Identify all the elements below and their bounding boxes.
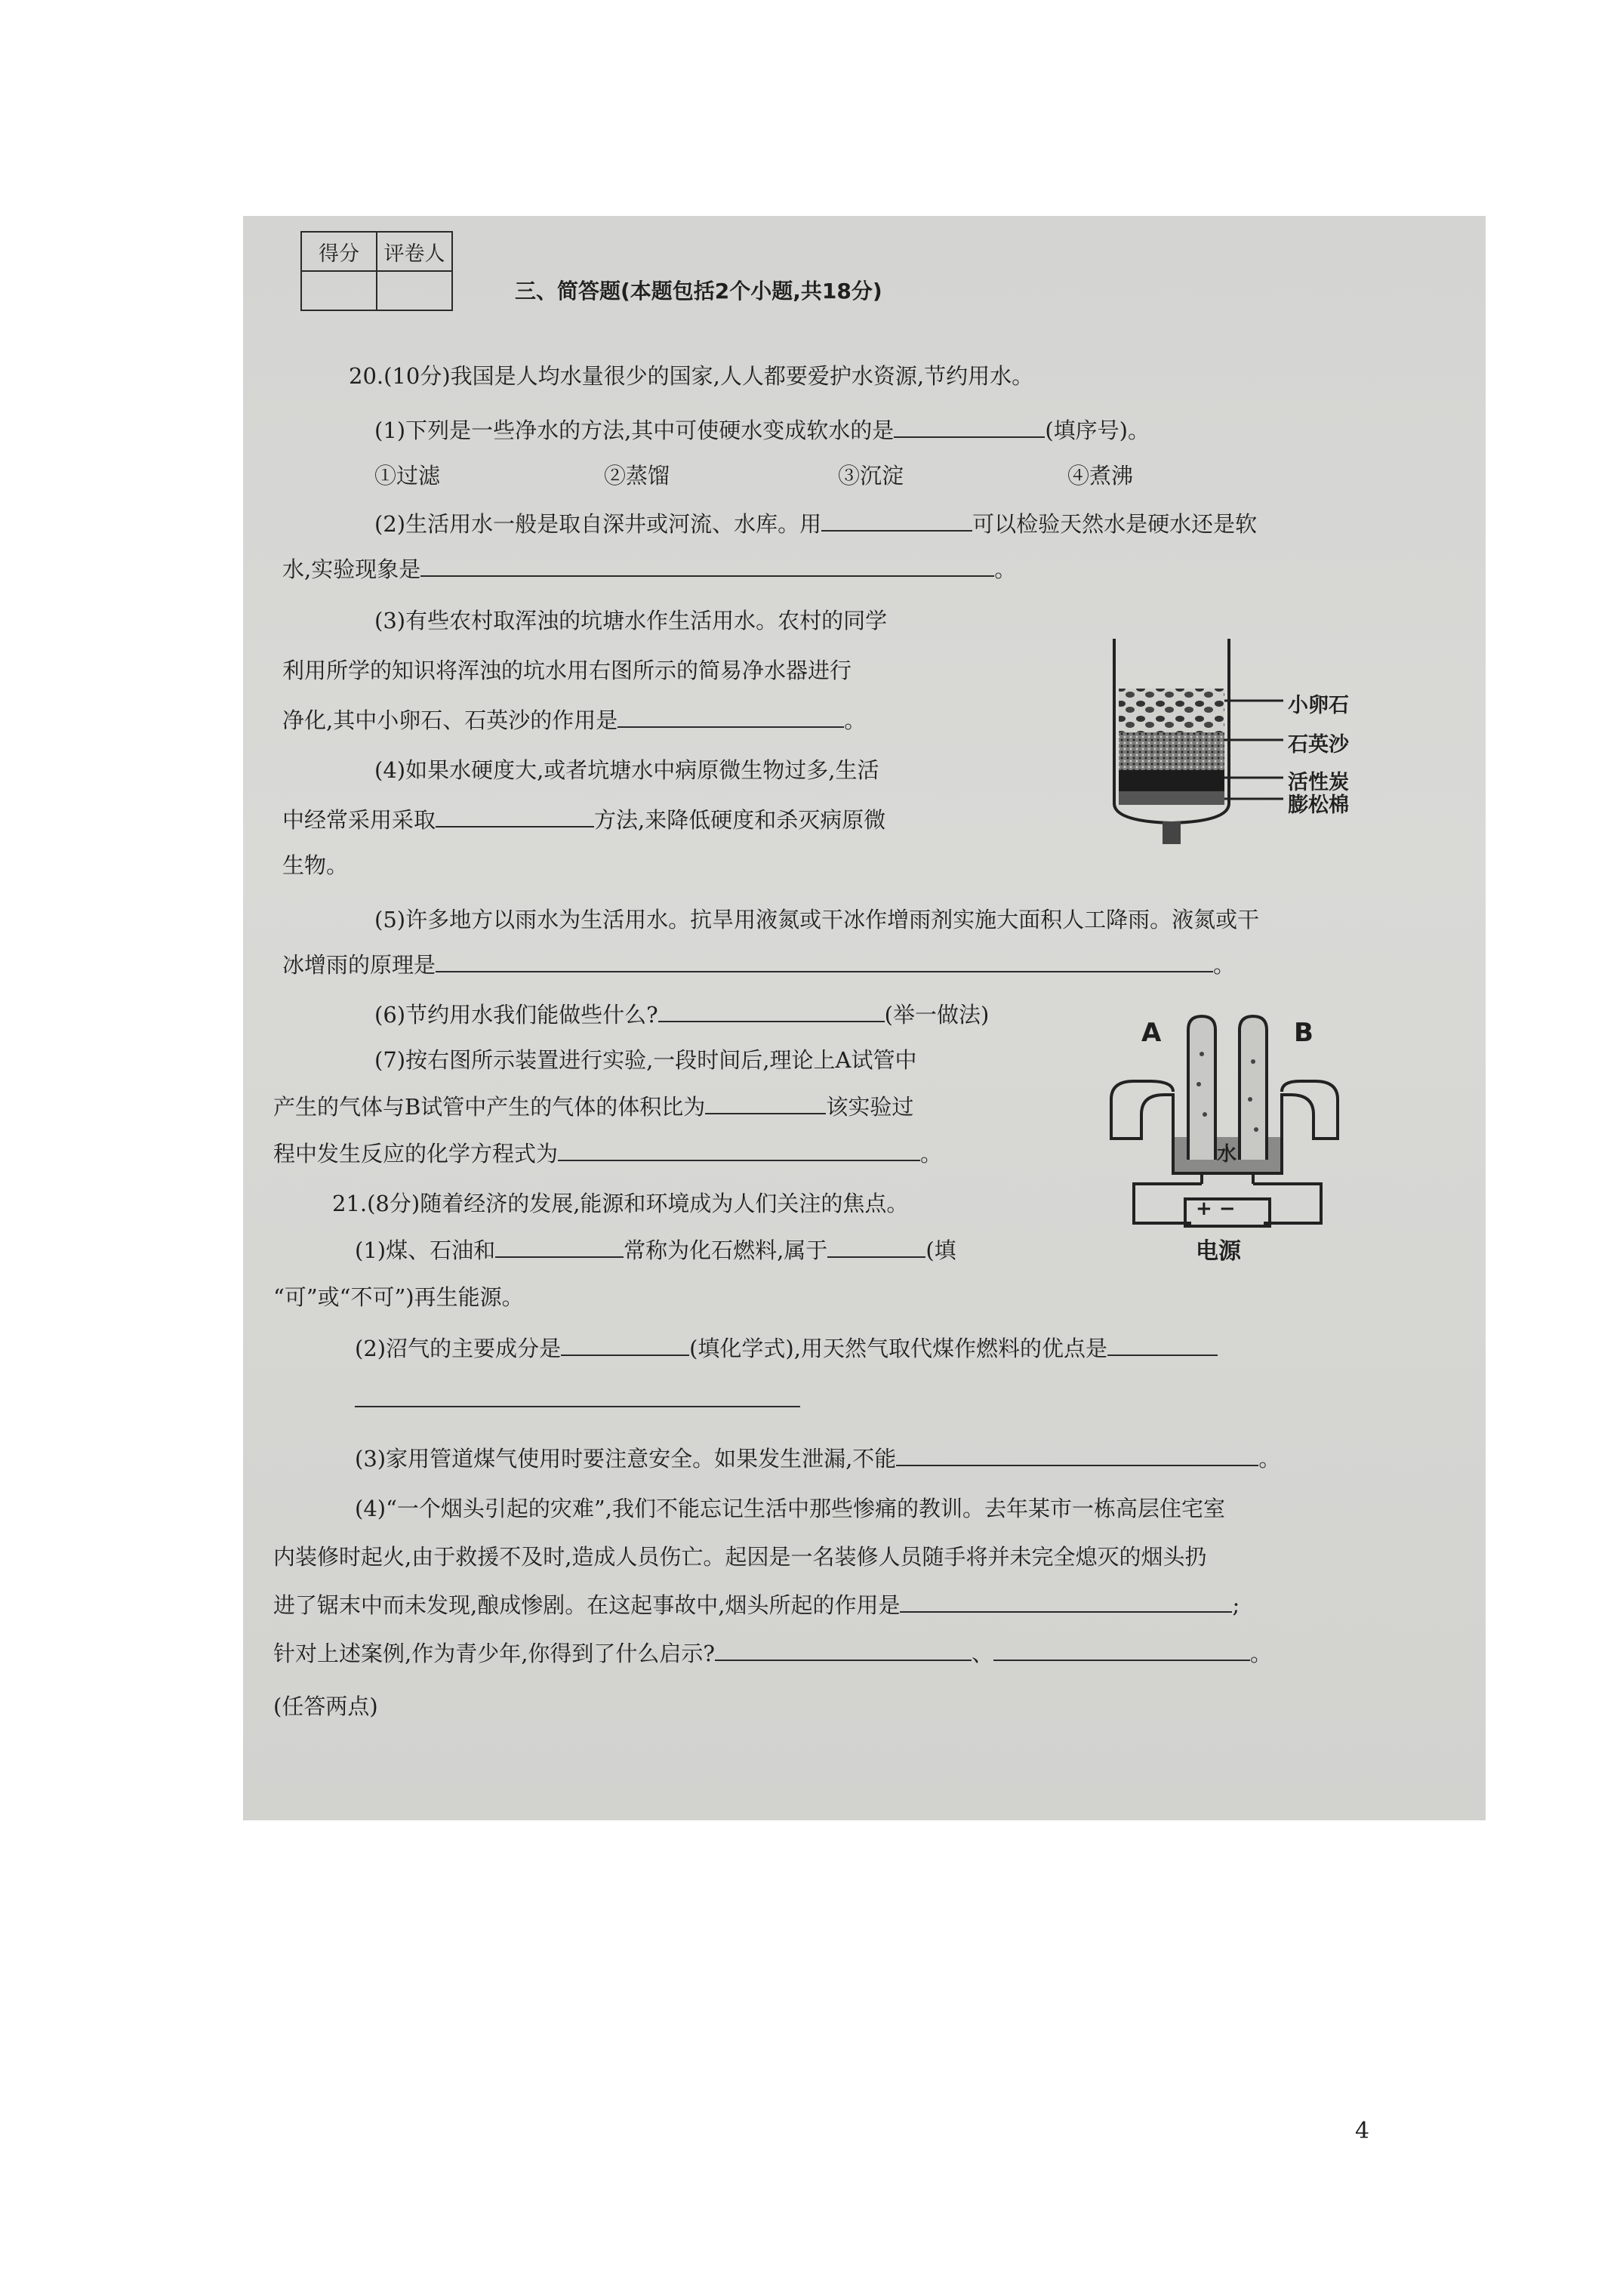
q20-p3-line3: 净化,其中小卵石、石英沙的作用是 。 (282, 707, 867, 733)
score-label: 得分 (301, 232, 377, 271)
q20-option-1: ①过滤 (374, 463, 441, 488)
water-filter-diagram (1096, 624, 1428, 850)
answer-blank[interactable] (495, 1237, 624, 1258)
q20-p3-line2: 利用所学的知识将浑浊的坑水用右图所示的简易净水器进行 (282, 658, 852, 683)
grader-cell[interactable] (377, 271, 452, 310)
q21-p1-line1: (1)煤、石油和 常称为化石燃料,属于 (填 (355, 1237, 956, 1263)
q21-p4-line3: 进了锯末中而未发现,酿成惨剧。在这起事故中,烟头所起的作用是 ; (273, 1592, 1240, 1618)
q20-p2-line2: 水,实验现象是 。 (282, 556, 1017, 582)
label-tube-b: B (1294, 1018, 1313, 1048)
q20-p7-line1: (7)按右图所示装置进行实验,一段时间后,理论上A试管中 (374, 1047, 917, 1073)
label-polarity: + − (1196, 1197, 1236, 1220)
page-number: 4 (1355, 2118, 1370, 2144)
test-tube-a (1188, 1016, 1215, 1160)
answer-blank[interactable] (436, 806, 594, 827)
q20-option-3: ③沉淀 (838, 463, 904, 488)
label-tube-a: A (1141, 1018, 1162, 1048)
q20-intro: 20.(10分)我国是人均水量很少的国家,人人都要爱护水资源,节约用水。 (349, 363, 1034, 389)
answer-blank[interactable] (821, 510, 972, 532)
grader-label: 评卷人 (377, 232, 452, 271)
q21-p4-line4: 针对上述案例,作为青少年,你得到了什么启示? 、 。 (273, 1641, 1273, 1666)
label-water: 水 (1217, 1143, 1237, 1166)
answer-blank[interactable] (993, 1640, 1250, 1661)
filter-label-carbon: 活性炭 (1288, 771, 1349, 794)
q21-p4-line5: (任答两点) (273, 1693, 378, 1719)
q21-p4-line2: 内装修时起火,由于救援不及时,造成人员伤亡。起因是一名装修人员随手将并未完全熄灭的烟头扔 (273, 1544, 1207, 1570)
answer-blank[interactable] (658, 1001, 885, 1022)
wire-right (1253, 1184, 1321, 1223)
answer-blank[interactable] (420, 556, 994, 577)
q20-p7-line3: 程中发生反应的化学方程式为 。 (273, 1141, 943, 1166)
q21-p4-line1: (4)“一个烟头引起的灾难”,我们不能忘记生活中那些惨痛的教训。去年某市一栋高层住宅室 (355, 1496, 1225, 1521)
answer-blank[interactable] (900, 1592, 1232, 1613)
answer-blank[interactable] (715, 1640, 972, 1661)
answer-blank[interactable] (1107, 1335, 1218, 1356)
cotton-layer (1119, 791, 1224, 805)
answer-blank[interactable] (436, 951, 1213, 972)
answer-blank[interactable] (896, 1445, 1258, 1466)
q21-p2-line1: (2)沼气的主要成分是 (填化学式),用天然气取代煤作燃料的优点是 (355, 1332, 1218, 1363)
q20-p1: (1)下列是一些净水的方法,其中可使硬水变成软水的是 (填序号)。 (374, 418, 1150, 443)
q21-p3: (3)家用管道煤气使用时要注意安全。如果发生泄漏,不能 。 (355, 1446, 1281, 1472)
pebble-layer (1119, 689, 1224, 732)
q20-option-4: ④煮沸 (1067, 463, 1134, 488)
q20-p4-line3: 生物。 (282, 852, 349, 878)
answer-blank[interactable] (705, 1093, 826, 1114)
q20-p7-line2: 产生的气体与B试管中产生的气体的体积比为 该实验过 (273, 1094, 914, 1120)
q21-p1-line2: “可”或“不可”)再生能源。 (273, 1284, 524, 1310)
q20-p4-line1: (4)如果水硬度大,或者坑塘水中病原微生物过多,生活 (374, 757, 879, 783)
q20-p4-line2: 中经常采用采取 方法,来降低硬度和杀灭病原微 (282, 807, 886, 833)
q20-p6: (6)节约用水我们能做些什么? (举一做法) (374, 1002, 990, 1028)
filter-label-pebble: 小卵石 (1288, 694, 1349, 717)
scanned-exam-page (243, 216, 1486, 1820)
sand-layer (1119, 732, 1224, 770)
q20-p5-line1: (5)许多地方以雨水为生活用水。抗旱用液氮或干冰作增雨剂实施大面积人工降雨。液氮或干 (374, 907, 1260, 932)
filter-outlet (1163, 821, 1181, 844)
section-title: 三、简答题(本题包括2个小题,共18分) (515, 279, 882, 304)
score-cell[interactable] (301, 271, 377, 310)
q20-option-2: ②蒸馏 (604, 463, 670, 488)
label-power: 电源 (1196, 1238, 1241, 1265)
q21-intro: 21.(8分)随着经济的发展,能源和环境成为人们关注的焦点。 (332, 1191, 909, 1216)
q20-p3-line1: (3)有些农村取浑浊的坑塘水作生活用水。农村的同学 (374, 608, 888, 633)
answer-blank[interactable] (827, 1237, 925, 1258)
carbon-layer (1119, 770, 1224, 791)
answer-blank[interactable] (617, 707, 844, 728)
q20-p5-line2: 冰增雨的原理是 。 (282, 952, 1236, 978)
answer-blank[interactable] (355, 1386, 800, 1407)
score-box (300, 231, 453, 311)
wire-left (1134, 1184, 1202, 1223)
answer-blank[interactable] (561, 1335, 689, 1356)
filter-label-cotton: 膨松棉 (1288, 794, 1349, 817)
answer-blank[interactable] (894, 417, 1045, 438)
test-tube-b (1240, 1016, 1267, 1160)
q21-p2-line2 (355, 1386, 800, 1413)
answer-blank[interactable] (558, 1140, 920, 1161)
filter-label-sand: 石英沙 (1288, 733, 1349, 757)
q20-p2-line1: (2)生活用水一般是取自深井或河流、水库。用 可以检验天然水是硬水还是软 (374, 511, 1258, 537)
